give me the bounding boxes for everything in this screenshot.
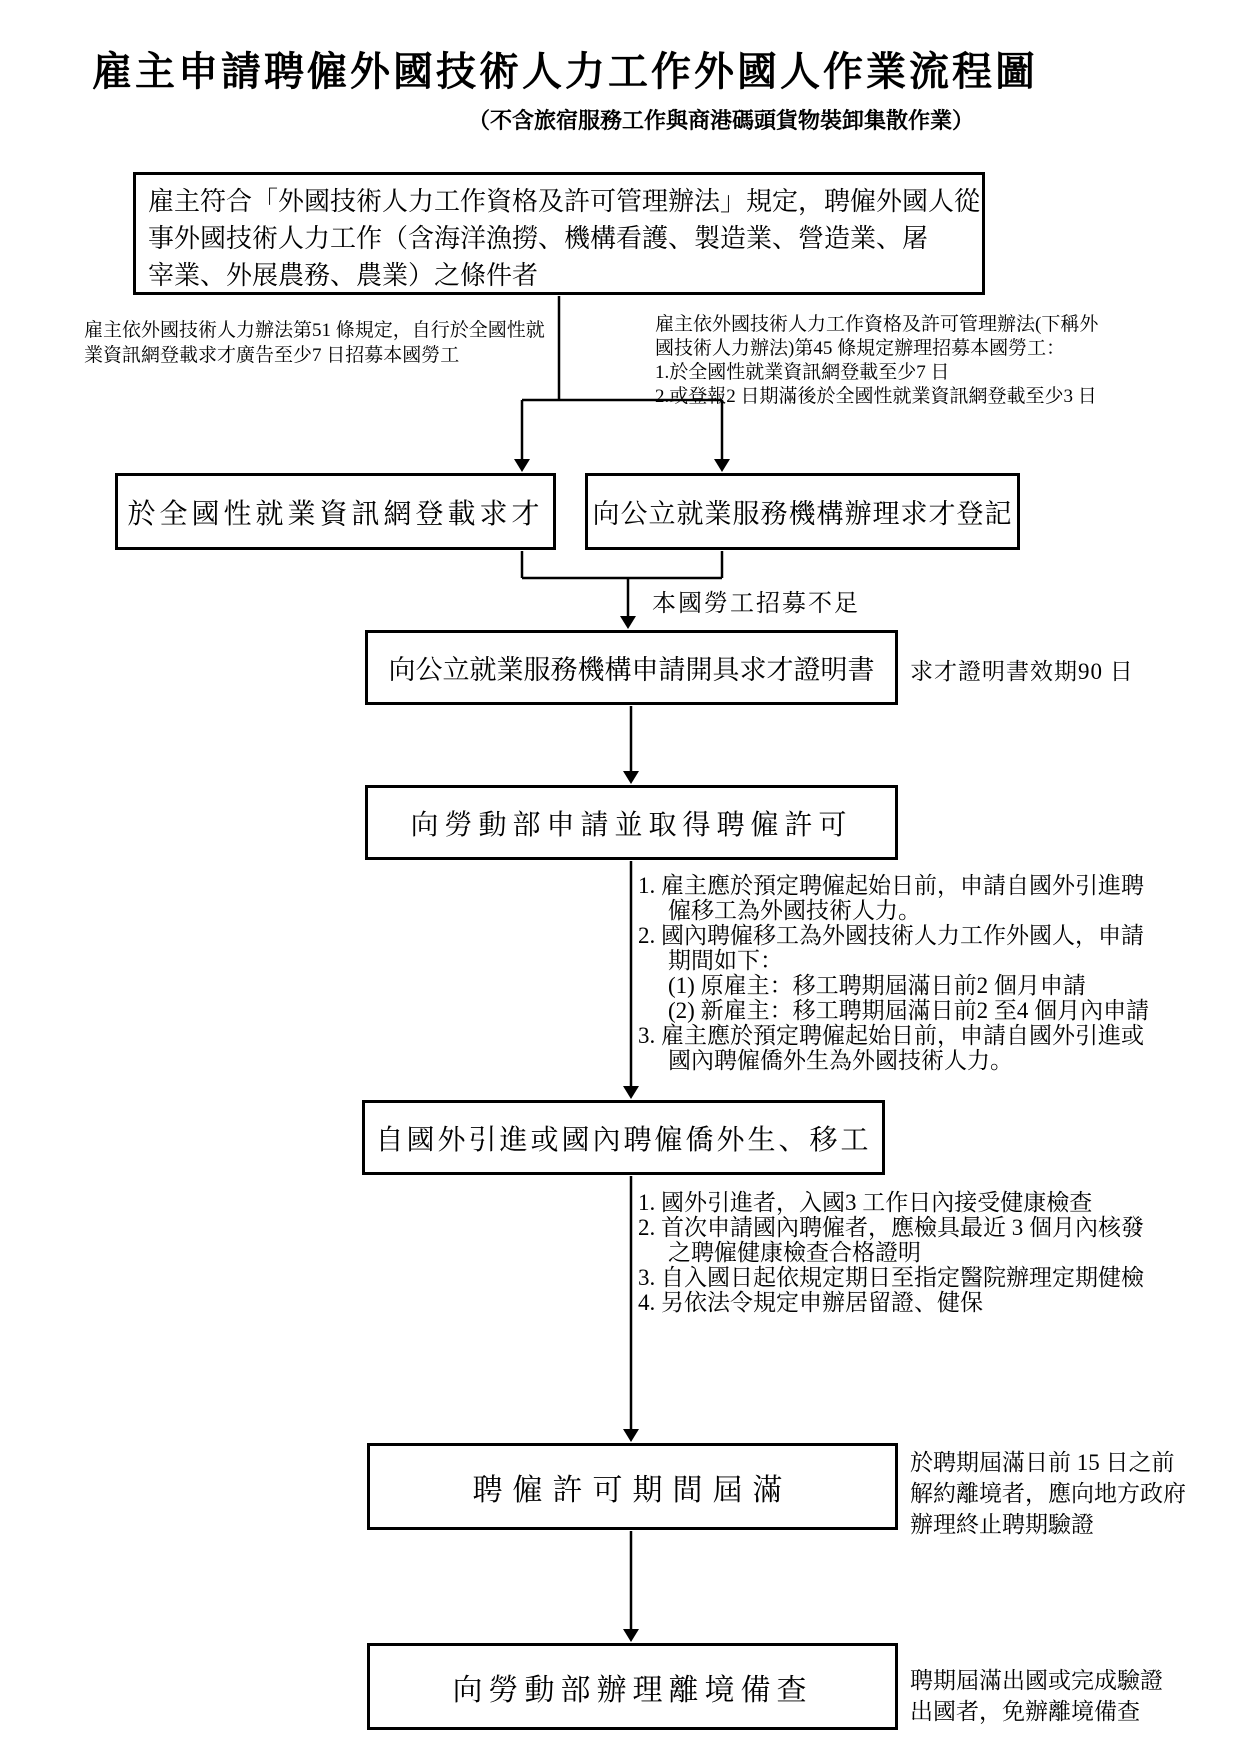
note-health-requirements [638, 1190, 1144, 1315]
note-line: 出國者，免辦離境備查 [910, 1699, 1140, 1724]
note-self-recruitment [84, 318, 545, 368]
note-line: 2.或登報2 日期滿後於全國性就業資訊網登載至少3 日 [655, 386, 1097, 407]
note-line: 雇主依外國技術人力工作資格及許可管理辦法(下稱外 [655, 314, 1099, 335]
page-title: 雇主申請聘僱外國技術人力工作外國人作業流程圖 [92, 49, 1038, 94]
flow-box-departure: 向勞動部辦理離境備查 [367, 1643, 898, 1730]
note-line: 3. 自入國日起依規定期日至指定醫院辦理定期健檢 [638, 1265, 1144, 1290]
flow-box-permit: 向勞動部申請並取得聘僱許可 [365, 785, 898, 860]
flow-box-web-posting: 於全國性就業資訊網登載求才 [115, 473, 556, 550]
eligibility-line: 事外國技術人力工作（含海洋漁撈、機構看護、製造業、營造業、屠 [148, 224, 929, 253]
note-expiry [910, 1447, 1186, 1540]
note-line: 於聘期屆滿日前 15 日之前 [910, 1450, 1175, 1475]
page-subtitle: （不含旅宿服務工作與商港碼頭貨物裝卸集散作業） [468, 108, 975, 133]
note-departure [910, 1665, 1163, 1727]
note-permit-application-rules [638, 873, 1149, 1073]
note-line: 業資訊網登載求才廣告至少7 日招募本國勞工 [84, 345, 460, 366]
note-certificate-validity: 求才證明書效期90 日 [910, 659, 1134, 684]
eligibility-line: 宰業、外展農務、農業）之條件者 [148, 261, 539, 290]
note-line: 雇主依外國技術人力辦法第51 條規定，自行於全國性就 [84, 320, 545, 341]
note-line: 期間如下： [668, 948, 783, 973]
note-line: 2. 國內聘僱移工為外國技術人力工作外國人，申請 [638, 923, 1144, 948]
note-line: 辦理終止聘期驗證 [910, 1512, 1094, 1537]
note-line: 僱移工為外國技術人力。 [668, 898, 921, 923]
note-line: 解約離境者，應向地方政府 [910, 1481, 1186, 1506]
note-line: 1. 雇主應於預定聘僱起始日前，申請自國外引進聘 [638, 873, 1144, 898]
note-line: 之聘僱健康檢查合格證明 [668, 1240, 921, 1265]
eligibility-line: 雇主符合「外國技術人力工作資格及許可管理辦法」規定，聘僱外國人從 [148, 187, 981, 216]
note-line: 1.於全國性就業資訊網登載至少7 日 [655, 362, 950, 383]
flow-box-expiry: 聘僱許可期間屆滿 [367, 1443, 898, 1530]
note-line: 2. 首次申請國內聘僱者，應檢具最近 3 個月內核發 [638, 1215, 1144, 1240]
flow-box-eligibility [133, 172, 985, 295]
label-insufficient-recruitment: 本國勞工招募不足 [652, 591, 860, 617]
note-line: 國內聘僱僑外生為外國技術人力。 [668, 1048, 1013, 1073]
note-line: (2) 新雇主：移工聘期屆滿日前2 至4 個月內申請 [668, 998, 1150, 1023]
flow-box-certificate: 向公立就業服務機構申請開具求才證明書 [365, 630, 898, 705]
note-line: 4. 另依法令規定申辦居留證、健保 [638, 1290, 983, 1315]
note-line: 1. 國外引進者，入國3 工作日內接受健康檢查 [638, 1190, 1093, 1215]
flow-box-pes-registration: 向公立就業服務機構辦理求才登記 [585, 473, 1020, 550]
note-line: 3. 雇主應於預定聘僱起始日前，申請自國外引進或 [638, 1023, 1144, 1048]
note-line: 國技術人力辦法)第45 條規定辦理招募本國勞工： [655, 338, 1066, 359]
note-line: 聘期屆滿出國或完成驗證 [910, 1668, 1163, 1693]
note-line: (1) 原雇主：移工聘期屆滿日前2 個月申請 [668, 973, 1086, 998]
flow-box-hire: 自國外引進或國內聘僱僑外生、移工 [362, 1100, 885, 1175]
note-pes-recruitment [655, 313, 1098, 409]
